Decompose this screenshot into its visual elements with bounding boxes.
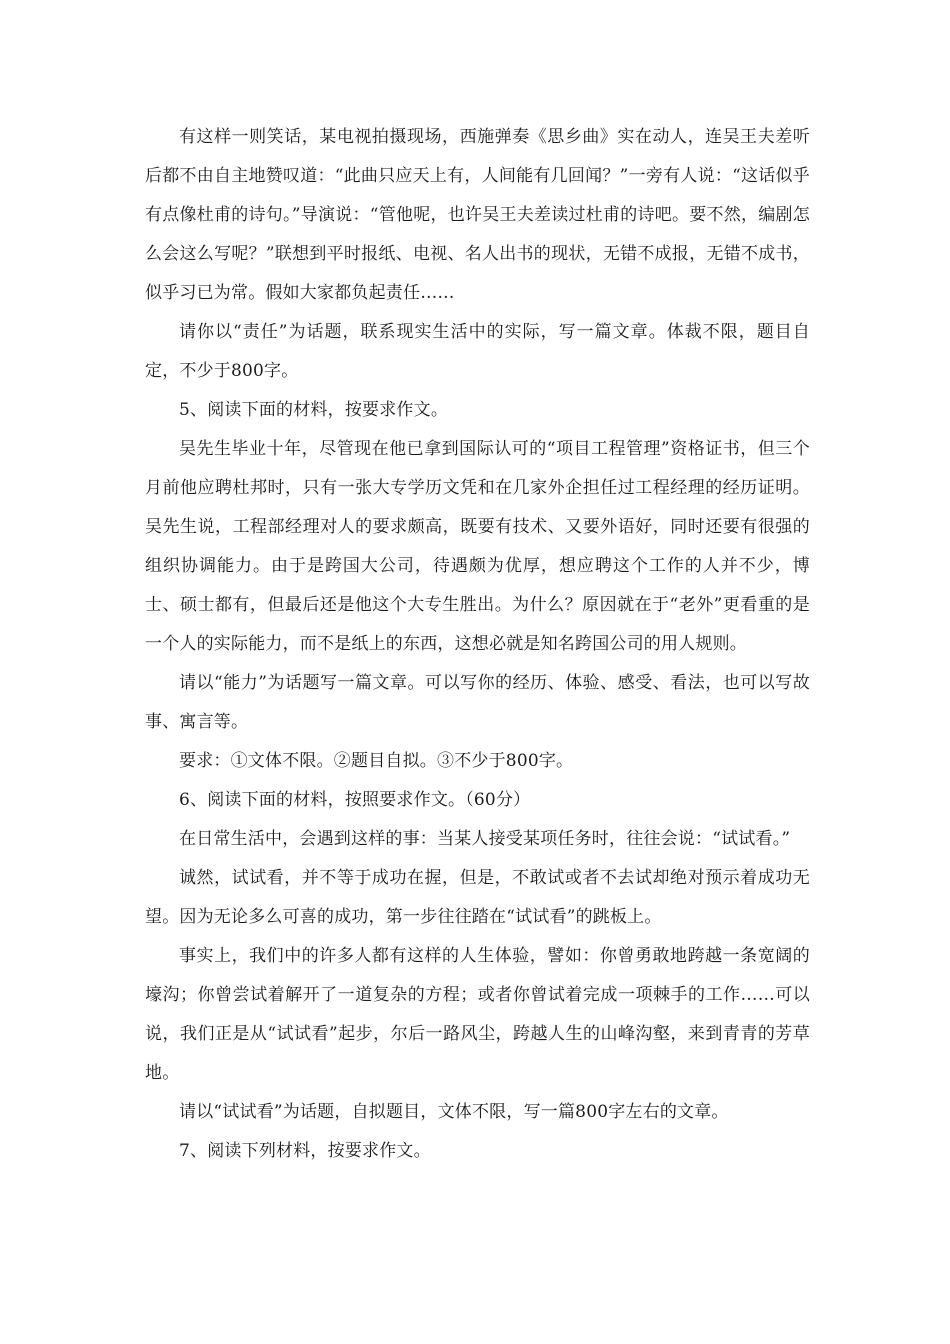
paragraph-requirements: 要求：①文体不限。②题目自拟。③不少于800字。: [179, 751, 574, 771]
paragraph-try-intro: 在日常生活中，会遇到这样的事：当某人接受某项任务时，往往会说：“试试看。”: [179, 829, 791, 849]
paragraph-try-prompt: 请以“试试看”为话题，自拟题目，文体不限，写一篇800字左右的文章。: [179, 1102, 729, 1122]
paragraph-ability-prompt: 请以“能力”为话题写一篇文章。可以写你的经历、体验、感受、看法，也可以写故事、寓言等。: [145, 673, 810, 732]
question-7-heading: 7、阅读下列材料，按要求作文。: [179, 1141, 431, 1161]
paragraph-mr-wu-story: 吴先生毕业十年，尽管现在他已拿到国际认可的“项目工程管理”资格证书，但三个月前他应聘杜邦时，只有一张大专学历文凭和在几家外企担任过工程经理的经历证明。吴先生说，工程部经理对人的要求颇高，既要有技术、又要外语好，同时还要有很强的组织协调能力。由于是跨国大公司，待遇颇为优厚，想应聘这个工作的人并不少，博士、硕士都有，但最后还是他这个大专生胜出。为什么？原因就在于“老外”更看重的是一个人的实际能力，而不是纸上的东西，这想必就是知名跨国公司的用人规则。: [145, 439, 810, 654]
paragraph-try-experience: 事实上，我们中的许多人都有这样的人生体验，譬如：你曾勇敢地跨越一条宽阔的壕沟；你曾尝试着解开了一道复杂的方程；或者你曾试着完成一项棘手的工作……可以说，我们正是从“试试看”起步，尔后一路风尘，跨越人生的山峰沟壑，来到青青的芳草地。: [145, 946, 810, 1083]
question-5-heading: 5、阅读下面的材料，按要求作文。: [179, 400, 449, 420]
paragraph-joke-story: 有这样一则笑话，某电视拍摄现场，西施弹奏《思乡曲》实在动人，连吴王夫差听后都不由自主地赞叹道：“此曲只应天上有，人间能有几回闻？”一旁有人说：“这话似乎有点像杜甫的诗句。”导演说：“管他呢，也许吴王夫差读过杜甫的诗吧。要不然，编剧怎么会这么写呢？”联想到平时报纸、电视、名人出书的现状，无错不成报，无错不成书，似乎习已为常。假如大家都负起责任……: [145, 127, 810, 303]
paragraph-responsibility-prompt: 请你以“责任”为话题，联系现实生活中的实际，写一篇文章。体裁不限，题目自定，不少于800字。: [145, 322, 810, 381]
document-body: [145, 118, 810, 1171]
paragraph-try-argument: 诚然，试试看，并不等于成功在握，但是，不敢试或者不去试却绝对预示着成功无望。因为无论多么可喜的成功，第一步往往踏在“试试看”的跳板上。: [145, 868, 810, 927]
question-6-heading: 6、阅读下面的材料，按照要求作文。（60分）: [179, 790, 531, 810]
